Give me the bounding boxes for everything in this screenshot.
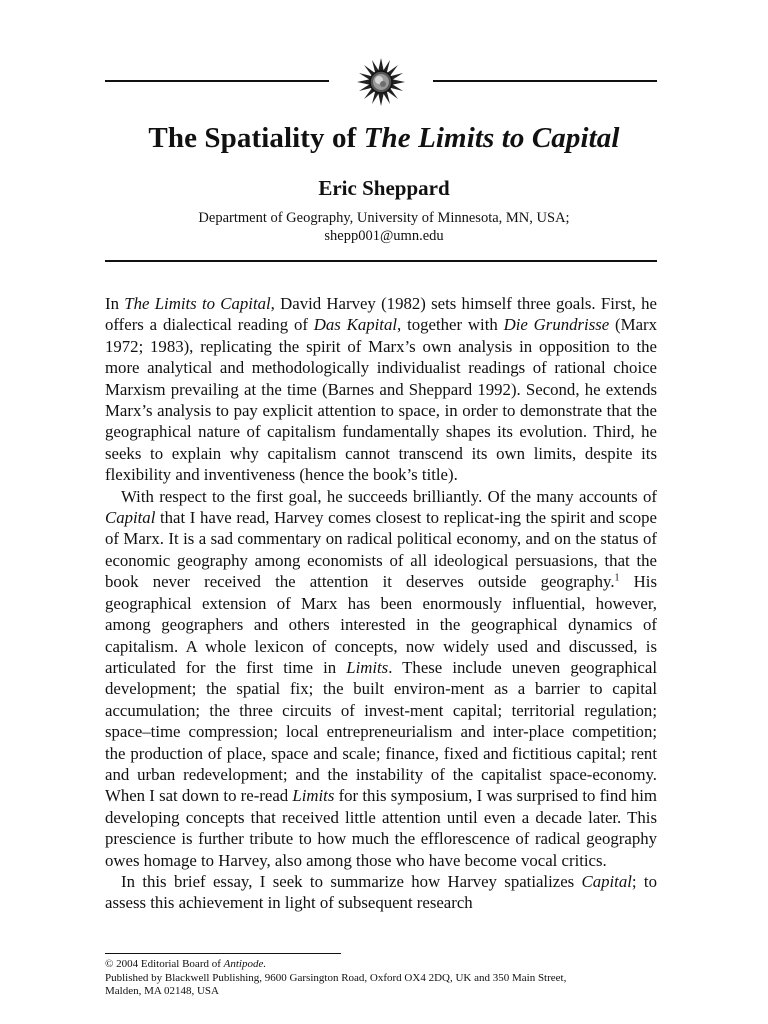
footer-divider [105, 953, 341, 954]
text-run: With respect to the first goal, he succeeds brilliantly. Of the many accounts of [121, 486, 657, 506]
text-run: , together with [397, 315, 504, 335]
italic-run: Die Grundrisse [503, 315, 610, 335]
ornament-rule-left [105, 80, 329, 82]
paragraph-2 [105, 486, 657, 871]
text-run: ; to assess this achievement in light of subsequent research [105, 871, 657, 913]
paragraph-3 [105, 871, 657, 914]
text-run: for this symposium, I was surprised to find him developing concepts that received little attention until even a decade later. This prescience is further tribute to how much the efflorescence of radical geography owes homage to Harvey, also among those who have become vocal critics. [105, 786, 657, 870]
article-title-plain: The Spatiality of [148, 122, 364, 154]
affiliation-line: Department of Geography, University of Minnesota, MN, USA; [198, 210, 570, 226]
author-name: Eric Sheppard [318, 176, 450, 200]
page-footer [105, 958, 665, 999]
italic-run: Capital [105, 508, 156, 528]
article-body [105, 293, 657, 914]
text-run: , David Harvey (1982) sets himself three goals. First, he offers a dialectical reading of [105, 294, 657, 335]
article-title [0, 122, 768, 155]
italic-run: The Limits to Capital [124, 294, 271, 313]
text-run: His geographical extension of Marx has been enormously influential, however, among geographers and others interested in the geographical dynamics of capitalism. A whole lexicon of concepts, now widely used and discussed, is articulated for the first time in [105, 572, 657, 677]
text-run: In this brief essay, I seek to summarize how Harvey spatializes [121, 871, 582, 891]
author-affiliation [0, 209, 768, 245]
compass-star-ornament-icon [357, 58, 405, 106]
publisher-address: Malden, MA 02148, USA [105, 985, 219, 997]
italic-run: Das Kapital [313, 315, 398, 335]
italic-run: Limits [346, 657, 389, 677]
text-run: In [105, 294, 125, 313]
header-divider [105, 260, 657, 262]
author-email: shepp001@umn.edu [324, 228, 444, 244]
ornament-rule-right [433, 80, 657, 82]
journal-name: Antipode. [223, 958, 267, 970]
publisher-line: Published by Blackwell Publishing, 9600 Garsington Road, Oxford OX4 2DQ, UK and 350 Main Street, [105, 971, 567, 984]
italic-run: Capital [581, 871, 632, 891]
text-run: (Marx 1972; 1983), replicating the spirit of Marx’s own analysis in opposition to the more analytical and methodologically individualist readings of rational choice Marxism prevailing at the time (Barnes and Sheppard 1992). Second, he extends Marx’s analysis to pay explicit attention to space, in order to demonstrate that the geographical nature of capitalism fundamentally shapes its evolution. Third, he seeks to explain why capitalism cannot transcend its own limits, despite its flexibility and inventiveness (hence the book’s title). [105, 315, 657, 485]
copyright-line [105, 958, 665, 972]
text-run: that I have read, Harvey comes closest to replicat-ing the spirit and scope of Marx. It is a sad commentary on radical political economy, and on the status of economic geography among economists of all ideological persuasions, that the book never received the attention it deserves outside geography. [105, 508, 657, 592]
italic-run: Limits [292, 786, 335, 806]
footnote-marker[interactable]: 1 [614, 572, 620, 584]
copyright-prefix: © 2004 Editorial Board of [105, 958, 224, 970]
paragraph-1 [105, 293, 657, 486]
article-title-italic: The Limits to Capital [363, 122, 620, 154]
header-ornament-row [105, 58, 657, 104]
text-run: . These include uneven geographical development; the spatial fix; the built environ-ment as a barrier to capital accumulation; the three circuits of invest-ment capital; territorial regulation; space–time compression; local entrepreneurialism and inter-place competition; the production of place, space and scale; finance, fixed and fictitious capital; rent and urban redevelopment; and the instability of the capitalist space-economy. When I sat down to re-read [105, 657, 657, 806]
